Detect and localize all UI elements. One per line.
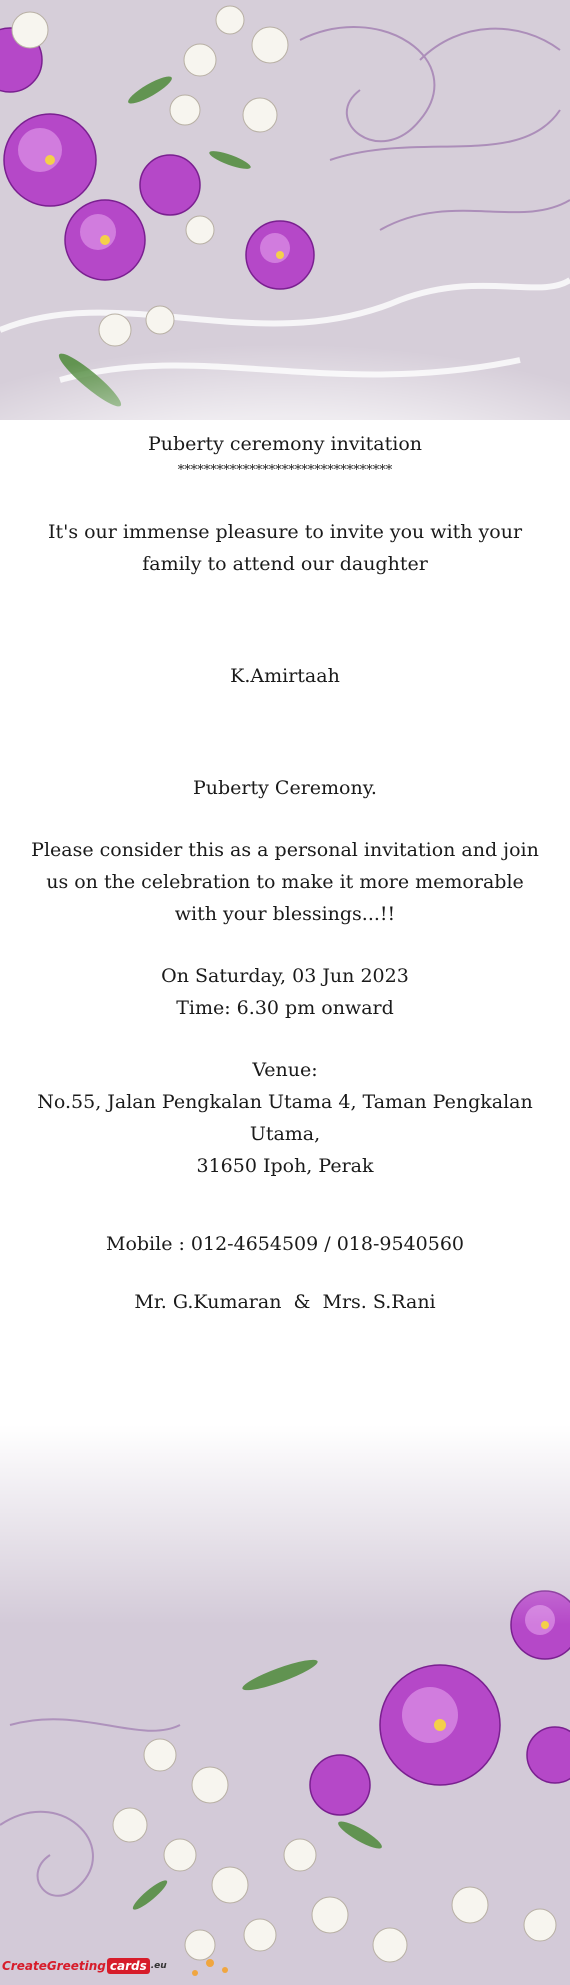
- child-name: K.Amirtaah: [230, 665, 340, 687]
- personal-note: Please consider this as a personal invitation and join us on the celebration to make it more memorable with your blessings...!!: [31, 839, 539, 925]
- event-time: Time: 6.30 pm onward: [176, 997, 394, 1019]
- bottom-floral-decoration: [0, 1425, 570, 1985]
- parents-names: Mr. G.Kumaran & Mrs. S.Rani: [134, 1291, 436, 1313]
- venue-label: Venue:: [252, 1059, 318, 1081]
- brand-logo-cards: cards: [107, 1958, 150, 1974]
- brand-logo-text: CreateGreeting: [2, 1959, 106, 1973]
- mobile-numbers: Mobile : 012-4654509 / 018-9540560: [105, 1233, 465, 1255]
- intro-text: It's our immense pleasure to invite you with your family to attend our daughter: [47, 521, 523, 575]
- brand-logo-domain: .eu: [150, 1961, 167, 1971]
- event-date: On Saturday, 03 Jun 2023: [161, 965, 409, 987]
- venue-address-line1: No.55, Jalan Pengkalan Utama 4, Taman Pengkalan Utama,: [37, 1091, 533, 1145]
- stars-divider: *********************************: [177, 463, 393, 478]
- event-name: Puberty Ceremony.: [193, 777, 377, 799]
- invitation-title: Puberty ceremony invitation: [147, 433, 423, 455]
- venue-address-line2: 31650 Ipoh, Perak: [196, 1155, 374, 1177]
- brand-logo[interactable]: [2, 1951, 167, 1981]
- invitation-message: [0, 428, 570, 1318]
